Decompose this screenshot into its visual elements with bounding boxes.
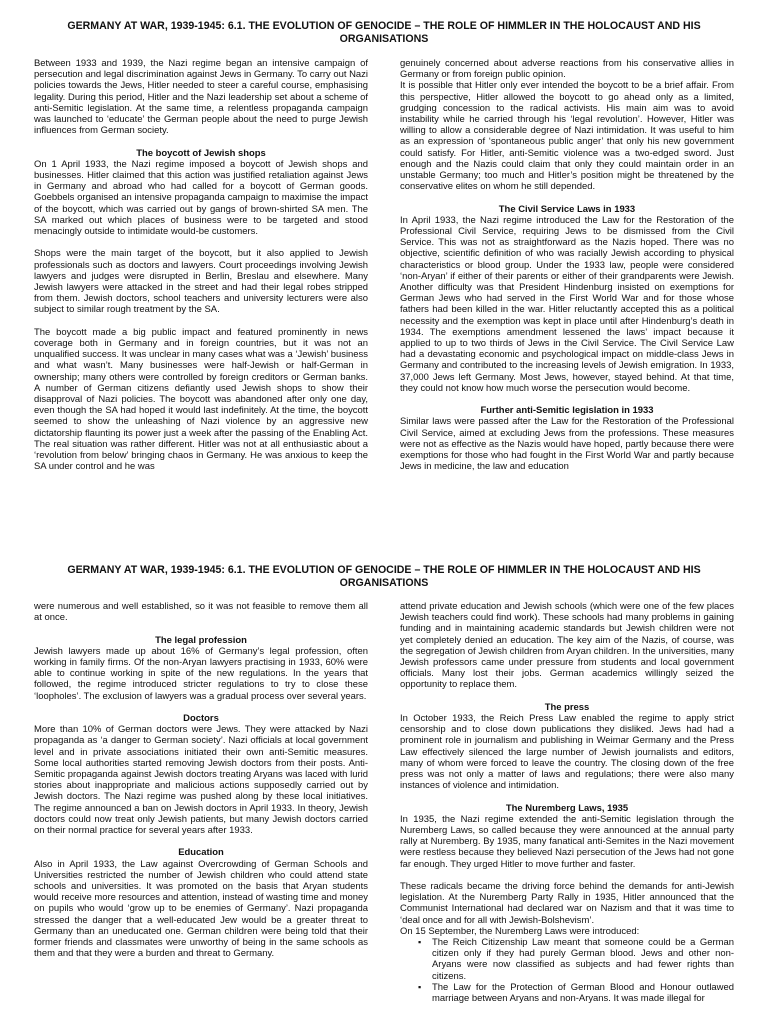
continued-paragraph: were numerous and well established, so it was not feasible to remove them all at once. — [34, 601, 368, 624]
page-2 — [0, 562, 768, 1024]
left-column — [34, 601, 368, 959]
page-title: GERMANY AT WAR, 1939-1945: 6.1. THE EVOLUTION OF GENOCIDE – THE ROLE OF HIMMLER IN THE HOLOCAUST AND HIS ORGANISATIONS — [67, 20, 701, 45]
left-column — [34, 58, 368, 472]
doctors-paragraph: More than 10% of German doctors were Jews. They were attacked by Nazi propaganda as ‘a danger to German society’. Nazi officials at local government level and in private associations initiated their own anti-Semitic measures. Some local authorities started removing Jewish doctors from their posts. Anti-Semitic propaganda against Jewish doctors treating Aryans was laced with lurid stories about inappropriate and malicious actions supposedly carried out by Jewish doctors. The Nazi regime was pushed along by these local initiatives. The regime announced a ban on Jewish doctors in April 1933. In theory, Jewish doctors could now treat only Jewish patients, but many Jewish doctors carried on their normal practice for several years after 1933. — [34, 724, 368, 837]
section-heading-doctors: Doctors — [183, 713, 219, 724]
legal-profession-paragraph: Jewish lawyers made up about 16% of Germany’s legal profession, often working in family firms. Of the non-Aryan lawyers practising in 1933, 60% were able to continue working in spite of the new regulations. In the years that followed, the regime introduced stricter regulations to try to close these ‘loopholes’. The exclusion of lawyers was a gradual process over several years. — [34, 645, 368, 702]
press-paragraph: In October 1933, the Reich Press Law enabled the regime to apply strict censorship and to close down publications they disliked. Jews had had a prominent role in journalism and publishing in Weimar Germany and the Press Law effectively silenced the large number of Jewish journalists and editors, many of whom were forced to leave the country. The closing down of the free press was not only a matter of laws and regulations; there were also many instances of violence and intimidation. — [400, 713, 734, 792]
section-heading-press: The press — [544, 701, 590, 713]
section-heading-civil-service: The Civil Service Laws in 1933 — [498, 203, 636, 215]
section-heading-legal-profession: The legal profession — [155, 634, 247, 646]
nuremberg-paragraph-1: In 1935, the Nazi regime extended the anti-Semitic legislation through the Nuremberg Laws, so called because they were announced at the annual party rally at Nuremberg. By 1935, many fanatical anti-Semites in the Nazi movement were restless because they believed Nazi persecution of the Jews had not gone far enough. They urged Hitler to move further and faster. — [400, 813, 734, 870]
boycott-paragraph-1: On 1 April 1933, the Nazi regime imposed a boycott of Jewish shops and businesses. Hitler claimed that this action was justified retaliation against Jews in Germany and abroad who had called for a boycott of German goods. Goebbels organised an intensive propaganda campaign to maximise the impact of the boycott, which was carried out by gangs of brown-shirted SA men. The SA marked out which places of business were to be targeted and stood menacingly outside to intimidate would-be customers. — [34, 158, 368, 238]
page-title: GERMANY AT WAR, 1939-1945: 6.1. THE EVOLUTION OF GENOCIDE – THE ROLE OF HIMMLER IN THE HOLOCAUST AND HIS ORGANISATIONS — [67, 564, 701, 589]
nuremberg-paragraph-3: On 15 September, the Nuremberg Laws were introduced: — [400, 925, 640, 937]
right-column — [400, 601, 734, 1004]
section-heading-nuremberg: The Nuremberg Laws, 1935 — [505, 802, 629, 814]
section-heading-education: Education — [178, 847, 224, 859]
boycott-paragraph-2: Shops were the main target of the boycott, but it also applied to Jewish professionals such as doctors and lawyers. Court proceedings involving Jewish lawyers and judges were disrupted in Berlin, Breslau and elsewhere. Many Jewish lawyers were attacked in the street and had their legal robes stripped from them. Jewish doctors, school teachers and university lecturers were also subject to similar rough treatment by the SA. — [34, 248, 368, 316]
civil-service-paragraph: In April 1933, the Nazi regime introduced the Law for the Restoration of the Professional Civil Service, requiring Jews to be dismissed from the Civil Service. This was not as straightforward as the Nazis hoped. There was no objective, scientific definition of who was racially Jewish according to physical characteristics or blood group. Under the 1933 law, people were considered ‘non-Aryan’ if either of their parents or either of their grandparents were Jewish. Another difficulty was that President Hindenburg insisted on exemptions for German Jews who had served in the First World War and for those whose fathers had been killed in the war. Hitler reluctantly accepted this as a political necessity and the exemption was kept in place until after Hindenburg’s death in 1934. The exemptions amendment lessened the laws’ impact because it applied to up to two thirds of Jews in the Civil Service. The Civil Service Law had a devastating economic and psychological impact on middle-class Jews in Germany and contributed to the increasing levels of Jewish emigration. In 1933, 37,000 Jews left Germany. Most Jews, however, stayed behind. At that time, they could not know how much worse the persecution would become. — [400, 214, 734, 394]
section-heading-boycott: The boycott of Jewish shops — [136, 147, 266, 159]
list-item: ▪ The Reich Citizenship Law meant that someone could be a German citizen only if they had purely German blood. Jews and other non-Aryans were now classified as subjects and had fewer rights than citizens. — [432, 937, 734, 982]
nuremberg-paragraph-2: These radicals became the driving force behind the demands for anti-Jewish legislation. At the Nuremberg Party Rally in 1935, Hitler announced that the Communist International had declared war on Nazism and that it was time to ‘deal once and for all with Jewish-Bolshevism’. — [400, 881, 734, 926]
page-1 — [0, 0, 768, 505]
list-item: ▪ The Law for the Protection of German Blood and Honour outlawed marriage between Aryans and non-Aryans. It was made illegal for — [432, 982, 734, 1004]
boycott-paragraph-3: The boycott made a big public impact and featured prominently in news coverage both in Germany and in foreign countries, but it was not an unqualified success. It was unclear in many cases what was a ‘Jewish’ business and what wasn’t. Many businesses were half-Jewish or half-German in ownership; many others were controlled by foreign creditors or German banks. A number of German citizens defiantly used Jewish shops to show their disapproval of Nazi policies. The boycott was abandoned after only one day, even though the SA had hoped it would last indefinitely. At the time, the boycott seemed to show the unleashing of Nazi violence by an aggressive new dictatorship flaunting its power just a week after the passing of the Enabling Act. The real situation was rather different. Hitler was not at all enthusiastic about a ‘revolution from below’ bringing chaos in Germany. He was anxious to keep the SA under control and he was — [34, 326, 368, 473]
further-legislation-paragraph: Similar laws were passed after the Law for the Restoration of the Professional Civil Service, aimed at excluding Jews from the professions. These measures were not as effective as the Nazis would have hoped, partly because there were exemptions for those who had fought in the First World War and partly because Jews in medicine, the law and education — [400, 416, 735, 473]
section-heading-further-legislation: Further anti-Semitic legislation in 1933 — [480, 405, 654, 417]
boycott-analysis-paragraph: It is possible that Hitler only ever intended the boycott to be a brief affair. From this perspective, Hitler allowed the boycott to go ahead only as a limited, grudging concession to the radical activists. His main aim was to avoid instability while he carried through his ‘legal revolution’. However, Hitler was willing to allow a considerable degree of Nazi intimidation. It was useful to him as an expression of ‘spontaneous public anger’ that only his new government could satisfy. For Hitler, anti-Semitic violence was a two-edged sword. Just enough and the Nazis could claim that only they could maintain order in an unstable Germany; too much and Hitler’s position might be threatened by the conservative elites on whom he still depended. — [400, 80, 734, 193]
continued-paragraph: attend private education and Jewish schools (which were one of the few places Jewish teachers could find work). These schools had many problems in gaining funding and in maintaining academic standards but Jewish children were not yet completely denied an education. The key aim of the Nazis, of course, was the segregation of Jewish children from Aryan children. In the universities, many Jewish professors came under pressure from students and local government officials. Many lost their jobs. German academics willingly seized the opportunity to replace them. — [400, 601, 734, 691]
education-paragraph: Also in April 1933, the Law against Overcrowding of German Schools and Universities restricted the number of Jewish children who could attend state schools and universities. It was promoted on the basis that Aryan students would receive more resources and attention, instead of wasting time and money on pupils who would ‘grow up to be enemies of Germany’. Nazi propaganda stressed the danger that a well-educated Jew would be a greater threat to Germany than an uneducated one. German children were being told that their former friends and classmates were unworthy of being in the same schools as them and that they were a burden and threat to Germany. — [34, 858, 368, 960]
nuremberg-laws-list — [400, 937, 734, 1004]
continued-paragraph: genuinely concerned about adverse reactions from his conservative allies in Germany or from foreign public opinion. — [400, 58, 734, 81]
right-column — [400, 58, 734, 472]
intro-paragraph: Between 1933 and 1939, the Nazi regime began an intensive campaign of persecution and legal discrimination against Jews in Germany. To carry out Nazi policies towards the Jews, Hitler needed to steer a careful course, emphasising legality. During this period, Hitler and the Nazi leadership set about a scheme of anti-Semitic legislation. At the same time, a relentless propaganda campaign was launched to ‘educate’ the German people about the need to purge Jewish influences from German society. — [34, 58, 368, 137]
